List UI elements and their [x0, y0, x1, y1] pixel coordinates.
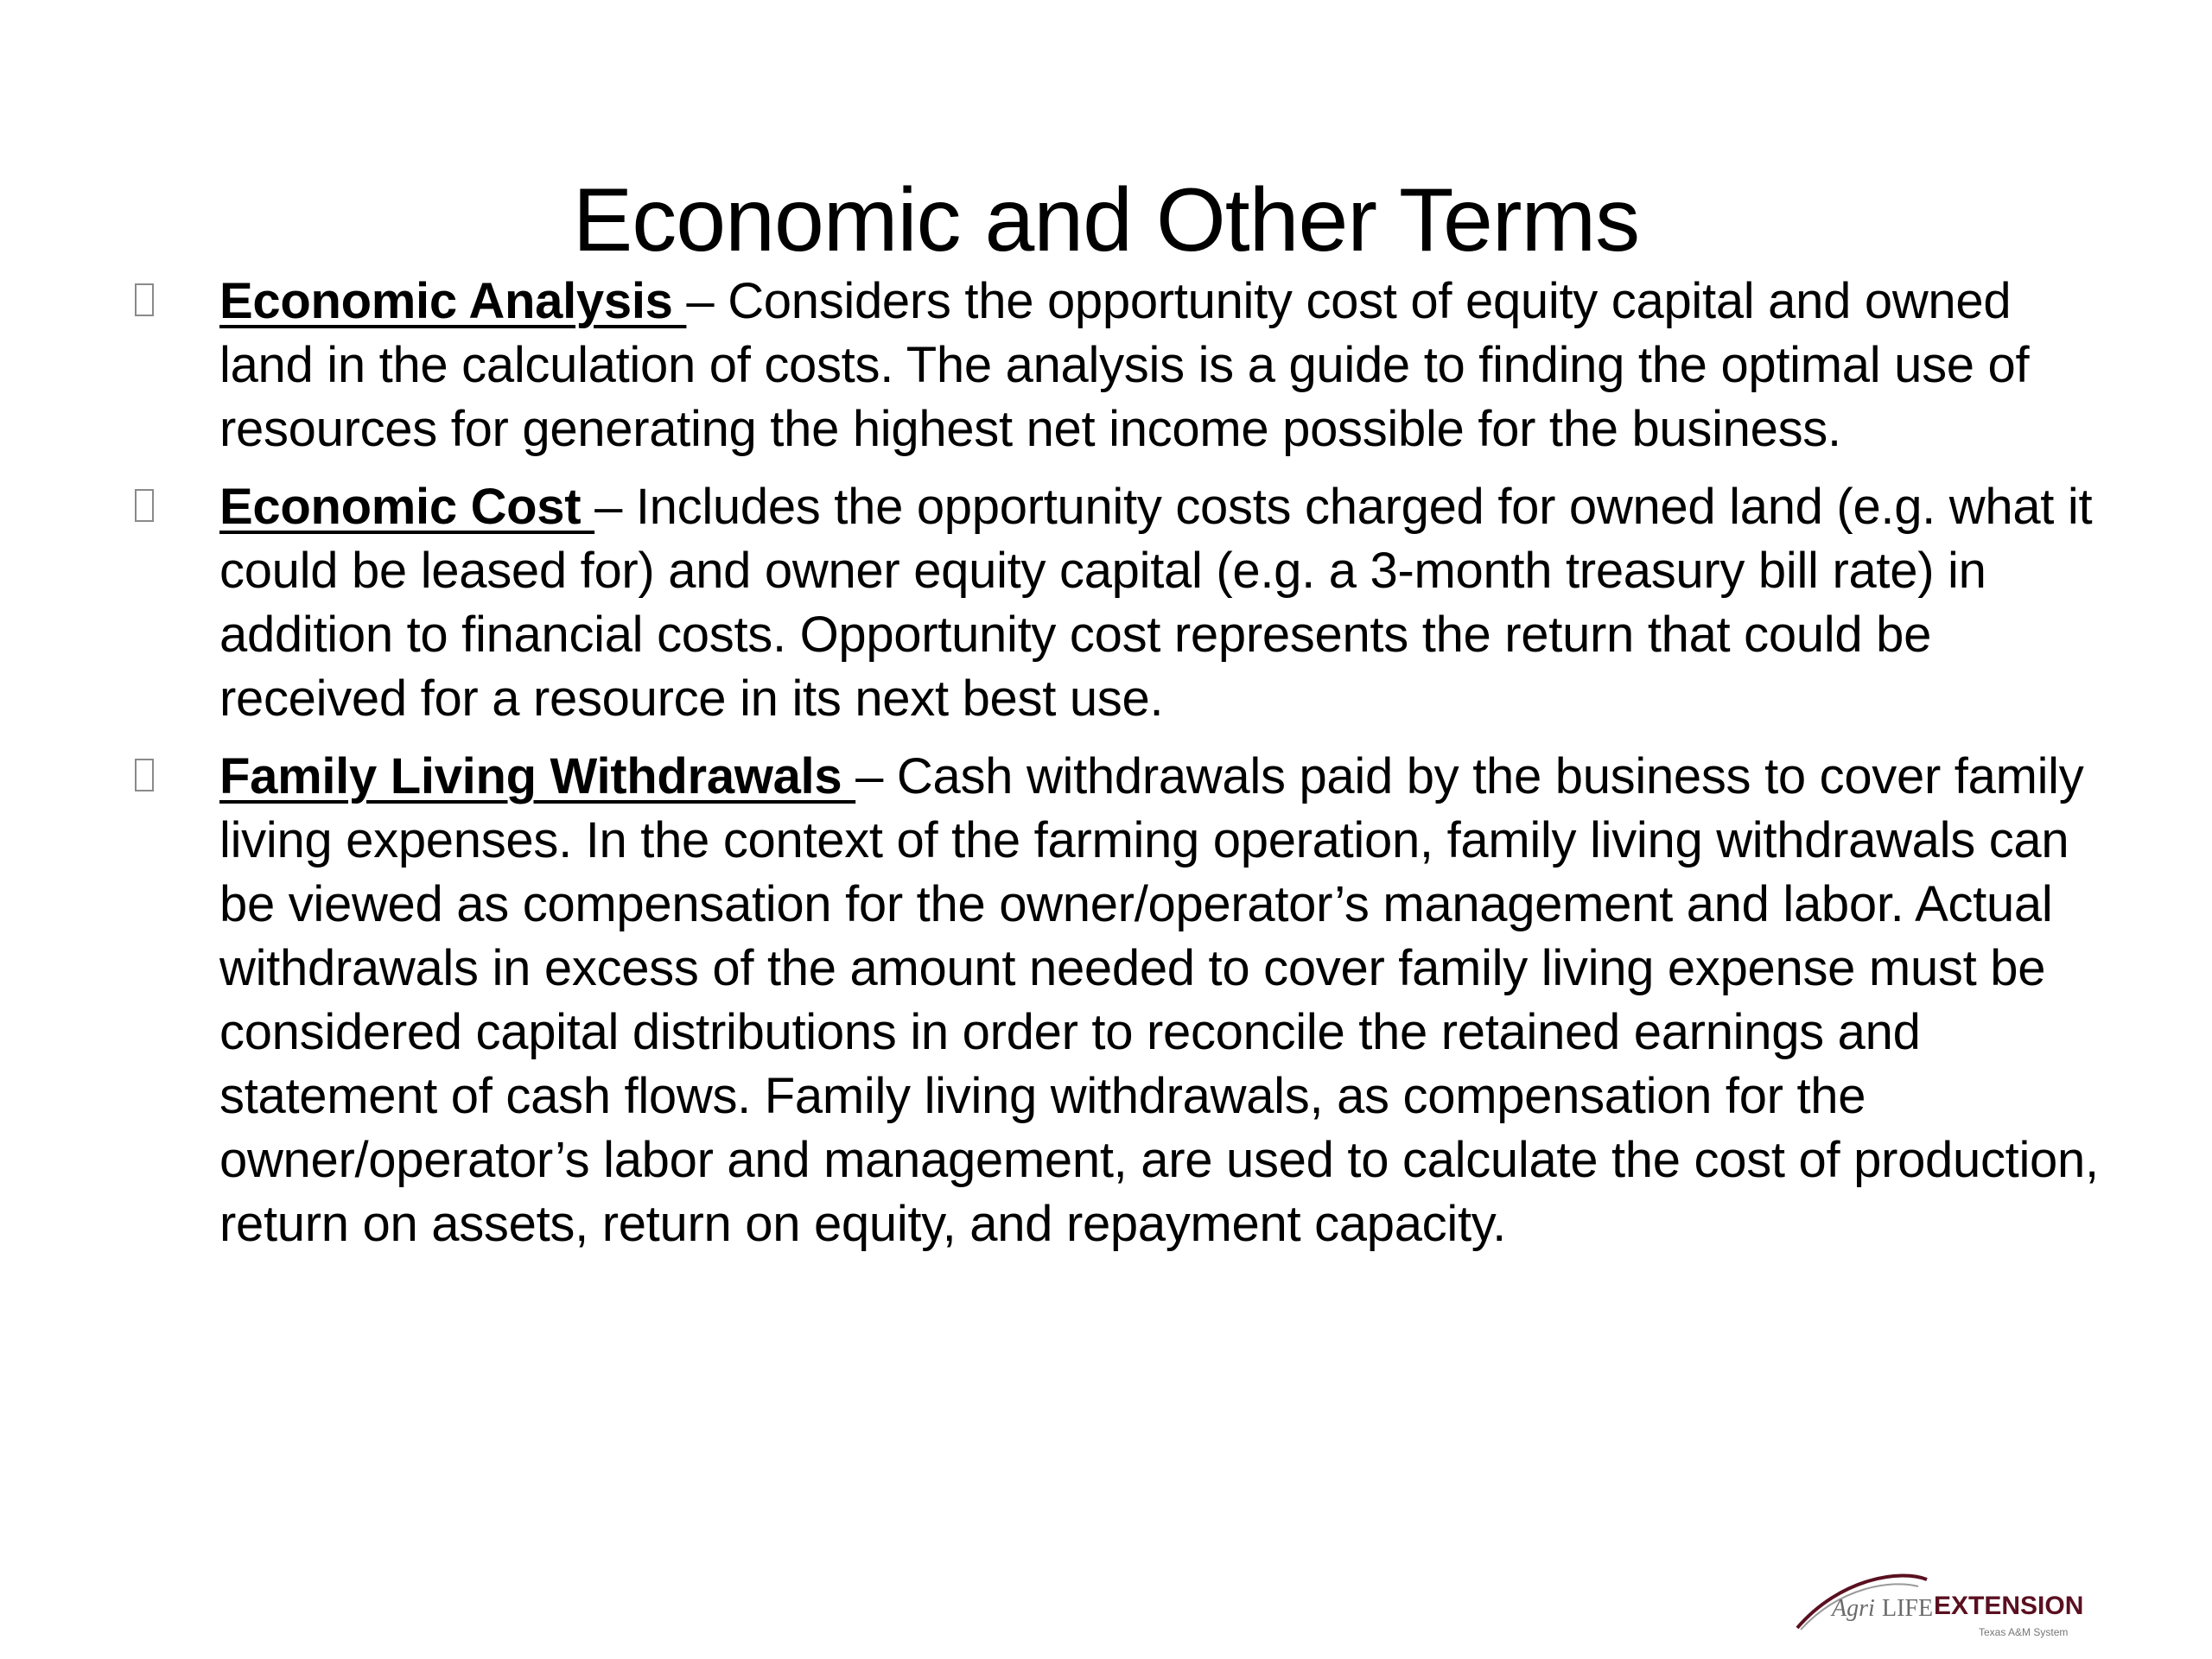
agrilife-extension-logo — [1789, 1560, 2082, 1638]
term-label: Family Living Withdrawals — [219, 748, 856, 804]
bullet-list — [130, 270, 2108, 1270]
term-definition: – Cash withdrawals paid by the business to cover family living expenses. In the context of the farming operation, family living withdrawals can be viewed as compensation for the owner/operator’s management and labor. Actual withdrawals in excess of the amount needed to cover family living expense must be considered capital distributions in order to reconcile the retained earnings and statement of cash flows. Family living withdrawals, as compensation for the owner/operator’s labor and management, are used to calculate the cost of production, return on assets, return on equity, and repayment capacity. — [219, 748, 2099, 1252]
bullet-marker-icon — [135, 283, 154, 316]
bullet-economic-analysis — [130, 270, 2108, 461]
bullet-economic-cost — [130, 475, 2108, 731]
logo-agri-text: Agri — [1832, 1595, 1875, 1622]
bullet-marker-icon — [135, 489, 154, 522]
logo-extension-text: EXTENSION — [1934, 1592, 2084, 1620]
slide-title: Economic and Other Terms — [572, 169, 1640, 270]
term-definition: – Considers the opportunity cost of equity capital and owned land in the calculation of costs. The analysis is a guide to finding the optimal use of resources for generating the highest net income possible for the business. — [219, 273, 2030, 457]
bullet-family-living-withdrawals — [130, 745, 2108, 1256]
term-label: Economic Cost — [219, 479, 595, 535]
logo-life-text: LIFE — [1882, 1595, 1934, 1622]
logo-system-text: Texas A&M System — [1979, 1626, 2069, 1638]
term-definition: – Includes the opportunity costs charged for owned land (e.g. what it could be leased for) and owner equity capital (e.g. a 3-month treasury bill rate) in addition to financial costs. Opportunity cost represents the return that could be received for a resource in its next best use. — [219, 479, 2093, 727]
term-label: Economic Analysis — [219, 273, 687, 329]
bullet-marker-icon — [135, 759, 154, 791]
